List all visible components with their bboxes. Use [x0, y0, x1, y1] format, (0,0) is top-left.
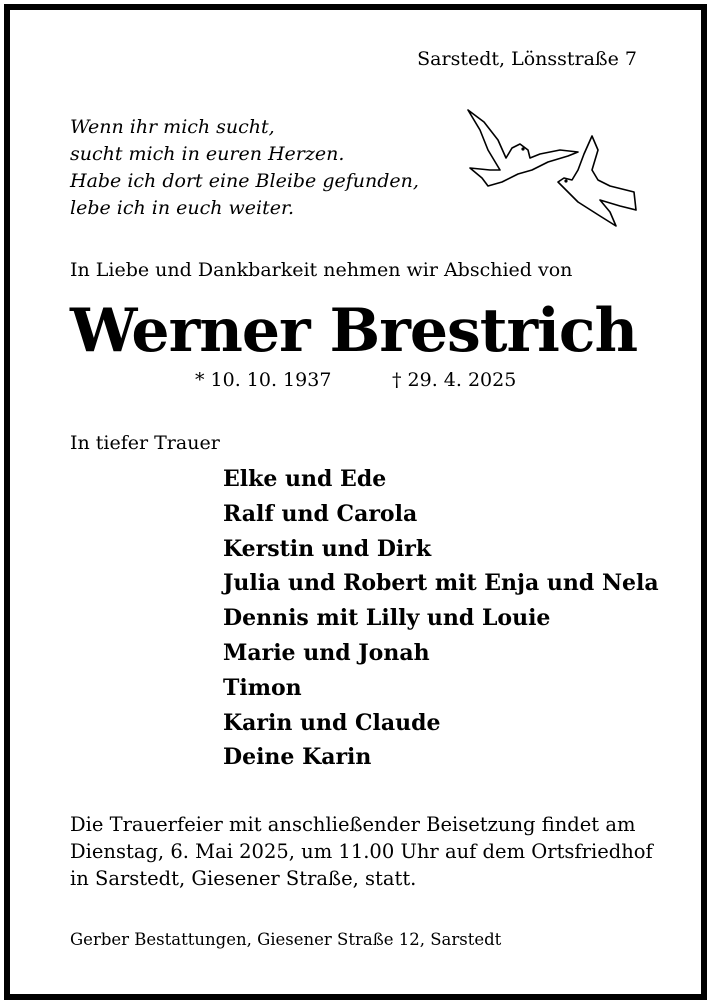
birth-date: * 10. 10. 1937	[195, 369, 332, 391]
undertaker: Gerber Bestattungen, Giesener Straße 12, Sarstedt	[70, 930, 502, 949]
two-doves-icon	[460, 100, 645, 230]
death-date: † 29. 4. 2025	[392, 369, 517, 391]
mourner: Timon	[223, 674, 302, 701]
service-line: in Sarstedt, Giesener Straße, statt.	[70, 867, 417, 890]
mourner: Ralf und Carola	[223, 500, 418, 527]
mourner: Elke und Ede	[223, 466, 387, 492]
poem-line: Habe ich dort eine Bleibe gefunden,	[70, 170, 419, 192]
poem-line: lebe ich in euch weiter.	[70, 197, 295, 219]
mourner: Kerstin und Dirk	[223, 535, 432, 562]
mourner: Dennis mit Lilly und Louie	[223, 605, 551, 632]
intro-text: In Liebe und Dankbarkeit nehmen wir Abschied von	[70, 259, 573, 281]
deceased-name: Werner Brestrich	[69, 296, 638, 366]
poem-line: Wenn ihr mich sucht,	[70, 116, 275, 138]
poem	[70, 114, 419, 222]
grief-label: In tiefer Trauer	[70, 432, 220, 454]
mourner: Karin und Claude	[223, 709, 441, 736]
service-line: Die Trauerfeier mit anschließender Beisetzung findet am	[70, 813, 636, 836]
service-info	[70, 811, 653, 892]
mourner: Marie und Jonah	[223, 639, 430, 666]
address: Sarstedt, Lönsstraße 7	[417, 48, 637, 70]
service-line: Dienstag, 6. Mai 2025, um 11.00 Uhr auf dem Ortsfriedhof	[70, 840, 653, 863]
mourner: Deine Karin	[223, 744, 372, 771]
mourner: Julia und Robert mit Enja und Nela	[223, 570, 659, 597]
mourners-list	[223, 462, 659, 775]
poem-line: sucht mich in euren Herzen.	[70, 143, 345, 165]
